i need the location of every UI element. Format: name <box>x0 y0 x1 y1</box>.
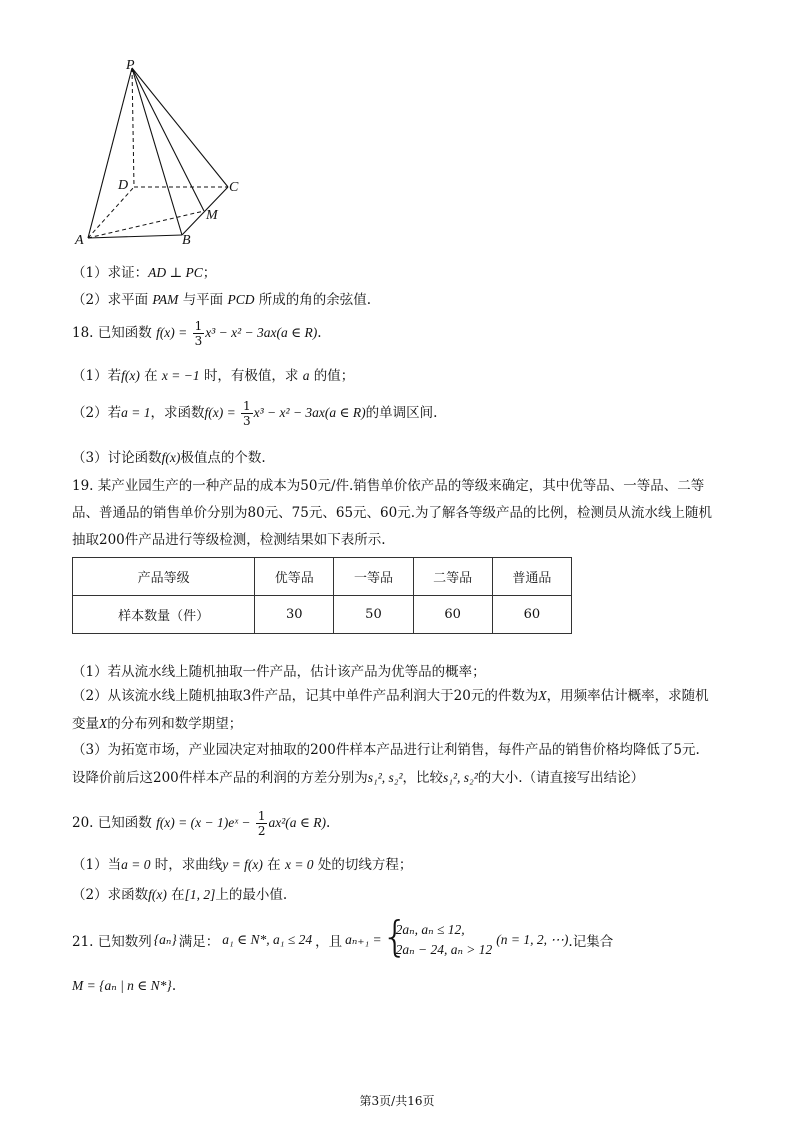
fraction-one-third: $\frac{1}{3}$ <box>194 319 203 348</box>
table-cell: 60 <box>413 596 492 634</box>
page-footer: 第3页/共16页 <box>359 1094 435 1108</box>
left-brace-icon: { <box>381 912 409 961</box>
table-cell: 60 <box>492 596 571 634</box>
label-p: P <box>126 58 135 73</box>
edge-bc <box>182 187 228 235</box>
edge-ab <box>88 235 182 238</box>
table-cell: 30 <box>255 596 334 634</box>
table-header-cell: 普通品 <box>492 558 571 596</box>
table-row <box>73 596 572 634</box>
label-b: B <box>182 233 191 248</box>
q20-part2: （2）求函数f(x) 在[1, 2]上的最小值. <box>72 887 288 903</box>
q18-part3: （3）讨论函数f(x)极值点的个数. <box>72 450 266 466</box>
label-m: M <box>206 208 218 223</box>
edge-pd <box>132 68 134 187</box>
q20-stem: 20. 已知函数 f(x) = (x − 1)eˣ − $\frac{1}{2}$ ax²(a ∈ R). <box>72 809 331 838</box>
fraction-one-third: $\frac{1}{3}$ <box>242 399 251 428</box>
q19-part1: （1）若从流水线上随机抽取一件产品，估计该产品为优等品的概率； <box>72 664 486 680</box>
q19-intro: 19. 某产业园生产的一种产品的成本为50元/件.销售单价依产品的等级来确定，其中优等品、一等品、二等品、普通品的销售单价分别为80元、75元、65元、60元.为了解各等级产品的比例，检测员从流水线上随机抽取200件产品进行等级检测，检测结果如下表所示. <box>72 478 713 548</box>
label-d: D <box>118 178 129 193</box>
fraction-one-half: $\frac{1}{2}$ <box>257 809 266 838</box>
table-header-cell: 一等品 <box>334 558 413 596</box>
q17-part2: （2）求平面 PAM 与平面 PCD 所成的角的余弦值. <box>72 292 372 308</box>
q21-set: M = {aₙ | n ∈ N*}. <box>72 978 177 994</box>
grade-table <box>72 557 572 634</box>
table-header-cell: 产品等级 <box>73 558 255 596</box>
label-c: C <box>229 180 239 195</box>
edge-pc <box>132 68 228 187</box>
q18-part1: （1）若f(x) 在 x = −1 时，有极值，求 a 的值； <box>72 368 355 384</box>
table-cell: 50 <box>334 596 413 634</box>
table-row <box>73 558 572 596</box>
label-a: A <box>75 233 84 248</box>
pyramid-figure <box>70 60 260 255</box>
q18-stem: 18. 已知函数 f(x) = $\frac{1}{3}$ x³ − x² − 3ax(a ∈ R). <box>72 319 322 348</box>
q19-part3: （3）为拓宽市场，产业园决定对抽取的200件样本产品进行让利销售，每件产品的销售价格均降低了5元.设降价前后这200件样本产品的利润的方差分别为s₁², s₂²，比较s₁², s₂²的大小.（请直接写出结论） <box>72 742 700 786</box>
table-header-cell: 二等品 <box>413 558 492 596</box>
q20-part1: （1）当a = 0 时，求曲线y = f(x) 在 x = 0 处的切线方程； <box>72 857 413 873</box>
piecewise-definition: { 2aₙ, aₙ ≤ 12, 2aₙ − 24, aₙ > 12 <box>381 912 493 961</box>
q18-part2: （2）若a = 1，求函数f(x) = $\frac{1}{3}$ x³ − x² − 3ax(a ∈ R)的单调区间. <box>72 399 438 428</box>
q17-part1: （1）求证：AD ⊥ PC； <box>72 265 217 281</box>
table-cell: 样本数量（件） <box>73 596 255 634</box>
edge-pa <box>88 68 132 238</box>
q21-stem: 21. 已知数列 {aₙ} 满足： a₁ ∈ N*, a₁ ≤ 24 ，且 aₙ₊₁ = { 2aₙ, aₙ ≤ 12, 2aₙ − 24, aₙ > 12 (n = 1, 2, ⋯) .记集合 <box>72 912 614 961</box>
q19-part2: （2）从该流水线上随机抽取3件产品，记其中单件产品利润大于20元的件数为X，用频率估计概率，求随机变量X的分布列和数学期望； <box>72 688 709 732</box>
table-header-cell: 优等品 <box>255 558 334 596</box>
